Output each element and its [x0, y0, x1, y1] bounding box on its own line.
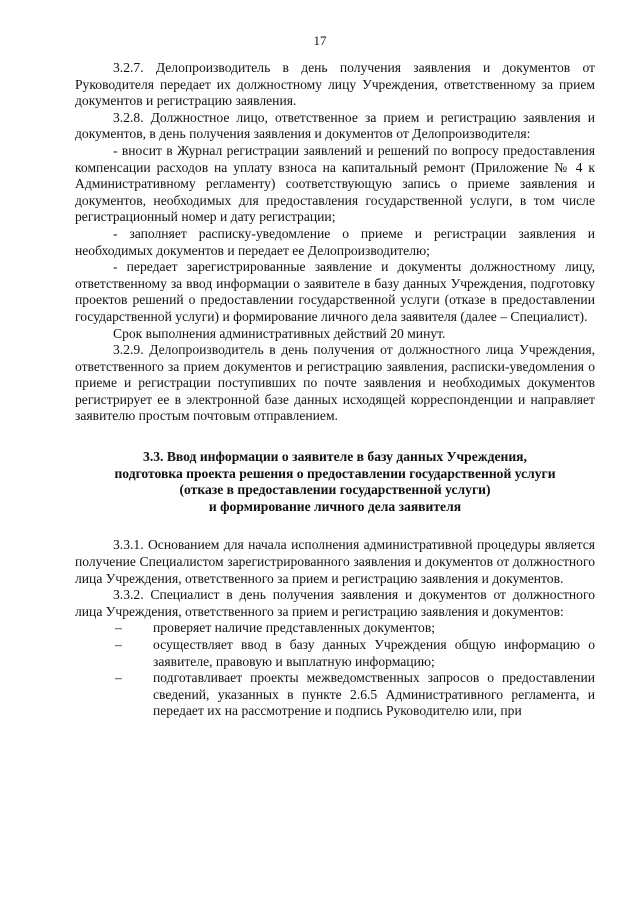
document-body [75, 60, 595, 720]
dash-list-item [75, 670, 595, 720]
paragraph-3-2-9: 3.2.9. Делопроизводитель в день получения от должностного лица Учреждения, ответственного за прием документов и регистрацию заявления, расписки-уведомления о приеме и регистрации поступивших по почте заявления и необходимых документов регистрирует ее в электронной базе данных исходящей корреспонденции и направляет заявителю простым почтовым отправлением. [75, 342, 595, 424]
section-heading-3-3 [75, 449, 595, 515]
paragraph-deadline: Срок выполнения административных действий 20 минут. [113, 325, 446, 341]
paragraph-3-2-8: 3.2.8. Должностное лицо, ответственное за прием и регистрацию заявления и документов, в день получения заявления и документов от Делопроизводителя: [75, 109, 595, 142]
section-heading-line: (отказе в предоставлении государственной услуги) [179, 482, 491, 498]
dash-list-text: подготавливает проекты межведомственных запросов о предоставлении сведений, указанных в пункте 2.6.5 Административного регламента, и передает их на рассмотрение и подпись Руководителю или, при [153, 670, 595, 719]
list-item-receipt-notice: - заполняет расписку-уведомление о приеме и регистрации заявления и необходимых документов и передает ее Делопроизводителю; [75, 225, 595, 258]
section-heading-line: и формирование личного дела заявителя [208, 498, 462, 514]
dash-list-item [75, 620, 595, 637]
dash-marker: – [115, 670, 122, 686]
section-heading-line: 3.3. Ввод информации о заявителе в базу данных Учреждения, [143, 449, 527, 465]
dash-marker: – [115, 620, 122, 636]
section-heading-line: подготовка проекта решения о предоставлении государственной услуги [114, 465, 556, 481]
dash-list-text: осуществляет ввод в базу данных Учреждения общую информацию о заявителе, правовую и выплатную информацию; [153, 637, 595, 669]
page-number: 17 [313, 33, 327, 48]
paragraph-3-3-1: 3.3.1. Основанием для начала исполнения административной процедуры является получение Специалистом зарегистрированного заявления и документов от должностного лица Учреждения, ответственного за прием и регистрацию заявления и документов. [75, 537, 595, 586]
dash-list-text: проверяет наличие представленных документов; [153, 620, 436, 636]
list-item-transfer-documents: - передает зарегистрированные заявление и документы должностному лицу, ответственному за ввод информации о заявителе в базу данных Учреждения, подготовку проектов решений о предоставлении государственной услуги (отказе в предоставлении государственной услуги) и формирование личного дела заявителя (далее – Специалист). [75, 259, 595, 324]
paragraph-3-3-2: 3.3.2. Специалист в день получения заявления и документов от должностного лица Учреждения, ответственного за прием и регистрацию заявления и документов: [75, 587, 595, 619]
list-item-journal-entry: - вносит в Журнал регистрации заявлений и решений по вопросу предоставления компенсации расходов на уплату взноса на капитальный ремонт (Приложение № 4 к Административному регламенту) соответствующую запись о приеме заявления и документов, необходимых для предоставления государственной услуги, в том числе регистрационный номер и дату регистрации; [75, 142, 595, 225]
dash-list-item [75, 637, 595, 670]
dash-marker: – [115, 637, 122, 652]
paragraph-3-2-7: 3.2.7. Делопроизводитель в день получения заявления и документов от Руководителя передает их должностному лицу Учреждения, ответственному за прием документов и регистрацию заявления. [75, 60, 595, 109]
